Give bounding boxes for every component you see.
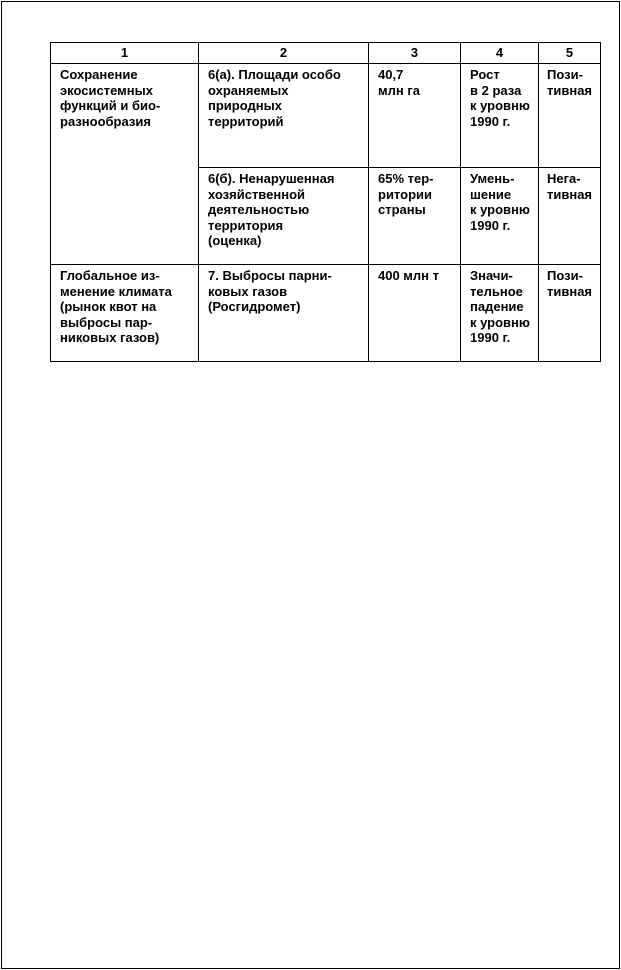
indicator-cell: 6(а). Площади особо охраняемых природных территорий (199, 64, 369, 168)
column-header-2: 2 (199, 43, 369, 64)
dynamics-cell: Умень- шение к уровню 1990 г. (461, 168, 539, 265)
indicators-table (50, 42, 601, 362)
table-row (51, 265, 601, 362)
indicator-cell: 7. Выбросы парни- ковых газов (Росгидромет) (199, 265, 369, 362)
dynamics-cell: Значи- тельное падение к уровню 1990 г. (461, 265, 539, 362)
table-header-row (51, 43, 601, 64)
value-cell: 400 млн т (369, 265, 461, 362)
value-cell: 40,7 млн га (369, 64, 461, 168)
assessment-cell: Пози- тивная (539, 64, 601, 168)
table-row (51, 64, 601, 168)
indicator-cell: 6(б). Ненарушенная хозяйственной деятельностью территория (оценка) (199, 168, 369, 265)
column-header-3: 3 (369, 43, 461, 64)
value-cell: 65% тер- ритории страны (369, 168, 461, 265)
column-header-1: 1 (51, 43, 199, 64)
column-header-5: 5 (539, 43, 601, 64)
column-header-4: 4 (461, 43, 539, 64)
assessment-cell: Пози- тивная (539, 265, 601, 362)
dynamics-cell: Рост в 2 раза к уровню 1990 г. (461, 64, 539, 168)
function-cell: Глобальное из- менение климата (рынок квот на выбросы пар- никовых газов) (51, 265, 199, 362)
function-cell: Сохранение экосистемных функций и био- разнообразия (51, 64, 199, 265)
assessment-cell: Нега- тивная (539, 168, 601, 265)
